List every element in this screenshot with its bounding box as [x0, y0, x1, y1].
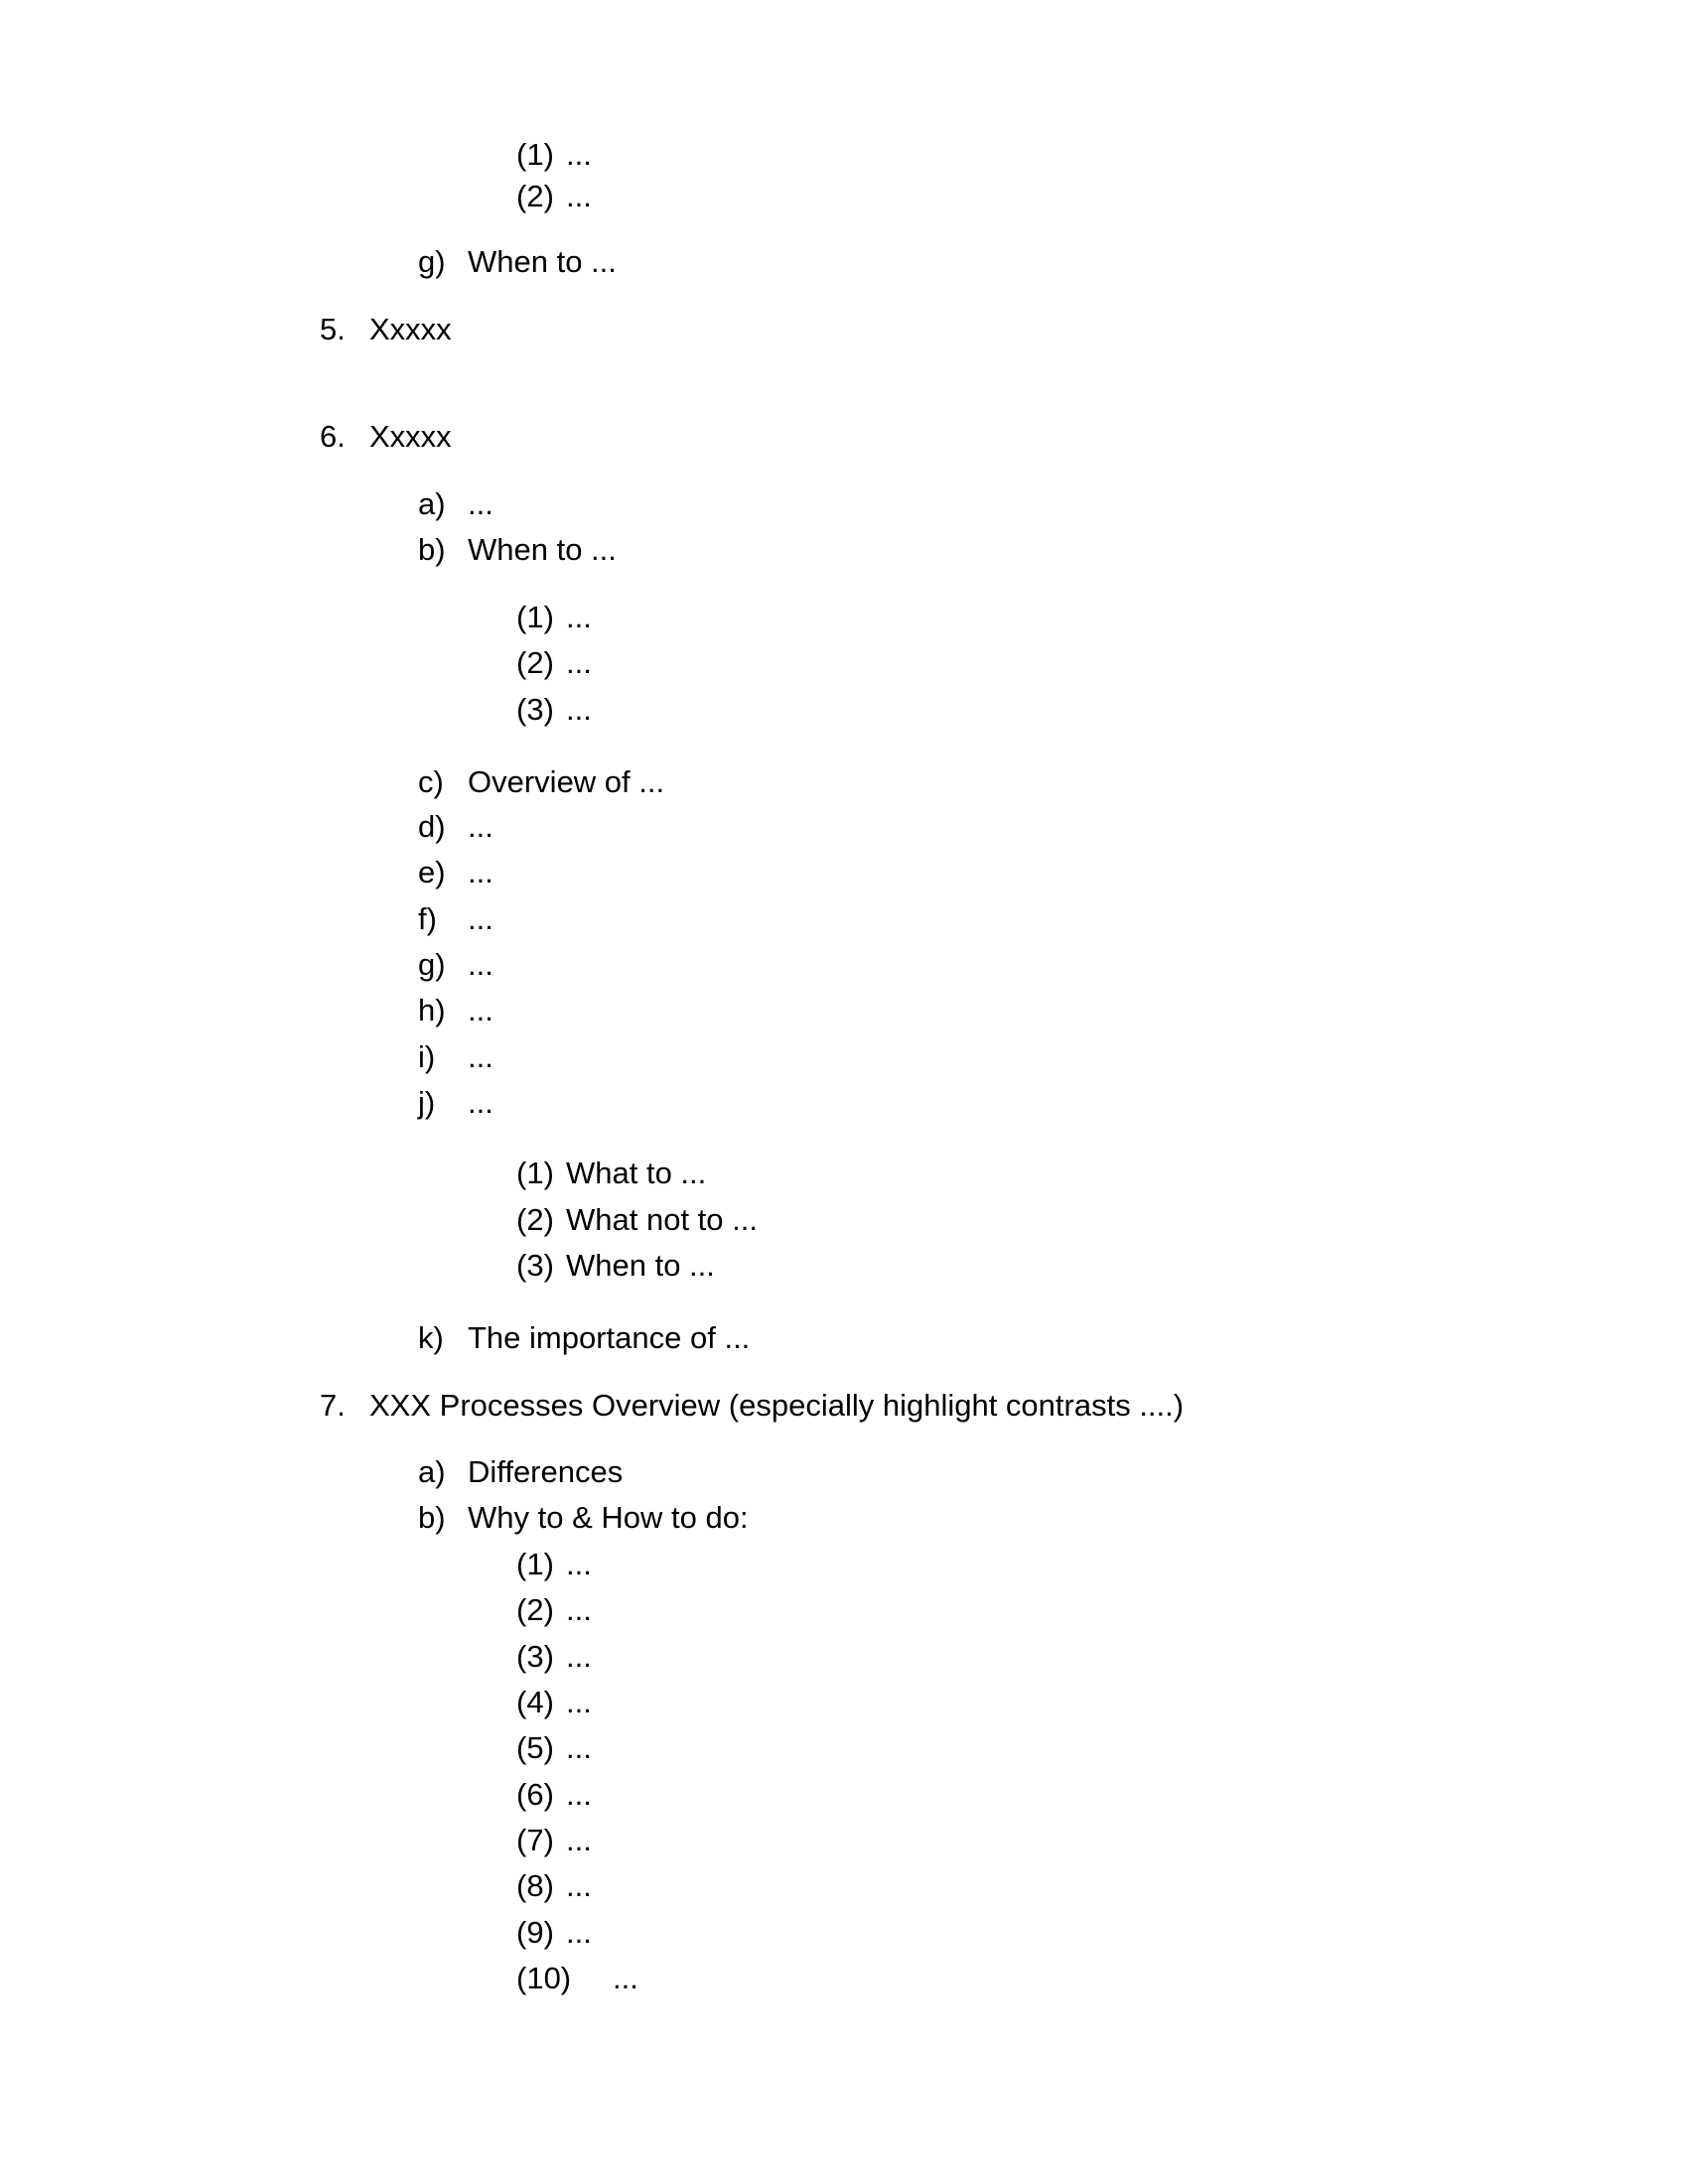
list-marker: (1) [516, 1156, 554, 1190]
list-item-text: ... [566, 1639, 592, 1674]
list-item-text: What to ... [566, 1156, 707, 1190]
list-item-text: ... [566, 1547, 592, 1581]
list-item-text: ... [566, 137, 592, 172]
list-marker: e) [418, 855, 446, 889]
list-marker: (3) [516, 1639, 554, 1674]
list-item-text: ... [468, 947, 493, 982]
list-marker: 5. [320, 312, 346, 346]
list-marker: h) [418, 993, 446, 1027]
list-marker: (2) [516, 1592, 554, 1627]
list-marker: (2) [516, 179, 554, 213]
list-item-text: ... [566, 645, 592, 680]
list-item-text: When to ... [566, 1248, 715, 1283]
list-marker: d) [418, 809, 446, 844]
list-marker: a) [418, 486, 446, 521]
list-item-text: When to ... [468, 244, 617, 279]
list-marker: (9) [516, 1915, 554, 1950]
list-marker: g) [418, 947, 446, 982]
list-item-text: The importance of ... [468, 1320, 751, 1355]
list-item-text: ... [566, 692, 592, 727]
list-marker: (1) [516, 137, 554, 172]
list-item-text: ... [468, 855, 493, 889]
list-marker: (7) [516, 1823, 554, 1857]
list-item-text: ... [468, 809, 493, 844]
list-marker: (1) [516, 1547, 554, 1581]
list-marker: b) [418, 1500, 446, 1535]
list-item-text: ... [468, 1085, 493, 1120]
list-item-text: Overview of ... [468, 764, 665, 799]
list-item-text: ... [468, 486, 493, 521]
list-marker: (4) [516, 1685, 554, 1719]
list-item-text: ... [613, 1961, 638, 1995]
list-marker: (3) [516, 1248, 554, 1283]
list-marker: k) [418, 1320, 444, 1355]
list-marker: (2) [516, 1202, 554, 1237]
list-item-text: ... [566, 1868, 592, 1903]
list-marker: a) [418, 1454, 446, 1489]
list-item-text: ... [566, 600, 592, 634]
list-marker: (1) [516, 600, 554, 634]
list-marker: c) [418, 764, 444, 799]
list-item-text: ... [468, 993, 493, 1027]
list-marker: g) [418, 244, 446, 279]
list-marker: i) [418, 1039, 436, 1074]
list-item-text: What not to ... [566, 1202, 758, 1237]
list-item-text: ... [566, 1730, 592, 1765]
list-item-text: ... [468, 1039, 493, 1074]
list-marker: (3) [516, 692, 554, 727]
list-marker: 7. [320, 1388, 346, 1423]
list-item-text: ... [566, 1592, 592, 1627]
list-marker: b) [418, 532, 446, 567]
list-marker: (5) [516, 1730, 554, 1765]
list-item-text: XXX Processes Overview (especially highlight contrasts ....) [369, 1388, 1185, 1423]
list-item-text: Xxxxx [369, 419, 452, 454]
list-item-text: ... [566, 1823, 592, 1857]
list-marker: j) [418, 1085, 436, 1120]
list-item-text: Differences [468, 1454, 624, 1489]
list-item-text: Xxxxx [369, 312, 452, 346]
list-item-text: ... [566, 1777, 592, 1812]
list-item-text: ... [566, 1685, 592, 1719]
list-item-text: When to ... [468, 532, 617, 567]
list-item-text: ... [566, 179, 592, 213]
list-marker: (10) [516, 1961, 572, 1995]
list-item-text: Why to & How to do: [468, 1500, 749, 1535]
list-marker: (2) [516, 645, 554, 680]
list-item-text: ... [468, 901, 493, 936]
list-item-text: ... [566, 1915, 592, 1950]
list-marker: 6. [320, 419, 346, 454]
list-marker: (8) [516, 1868, 554, 1903]
list-marker: (6) [516, 1777, 554, 1812]
list-marker: f) [418, 901, 437, 936]
